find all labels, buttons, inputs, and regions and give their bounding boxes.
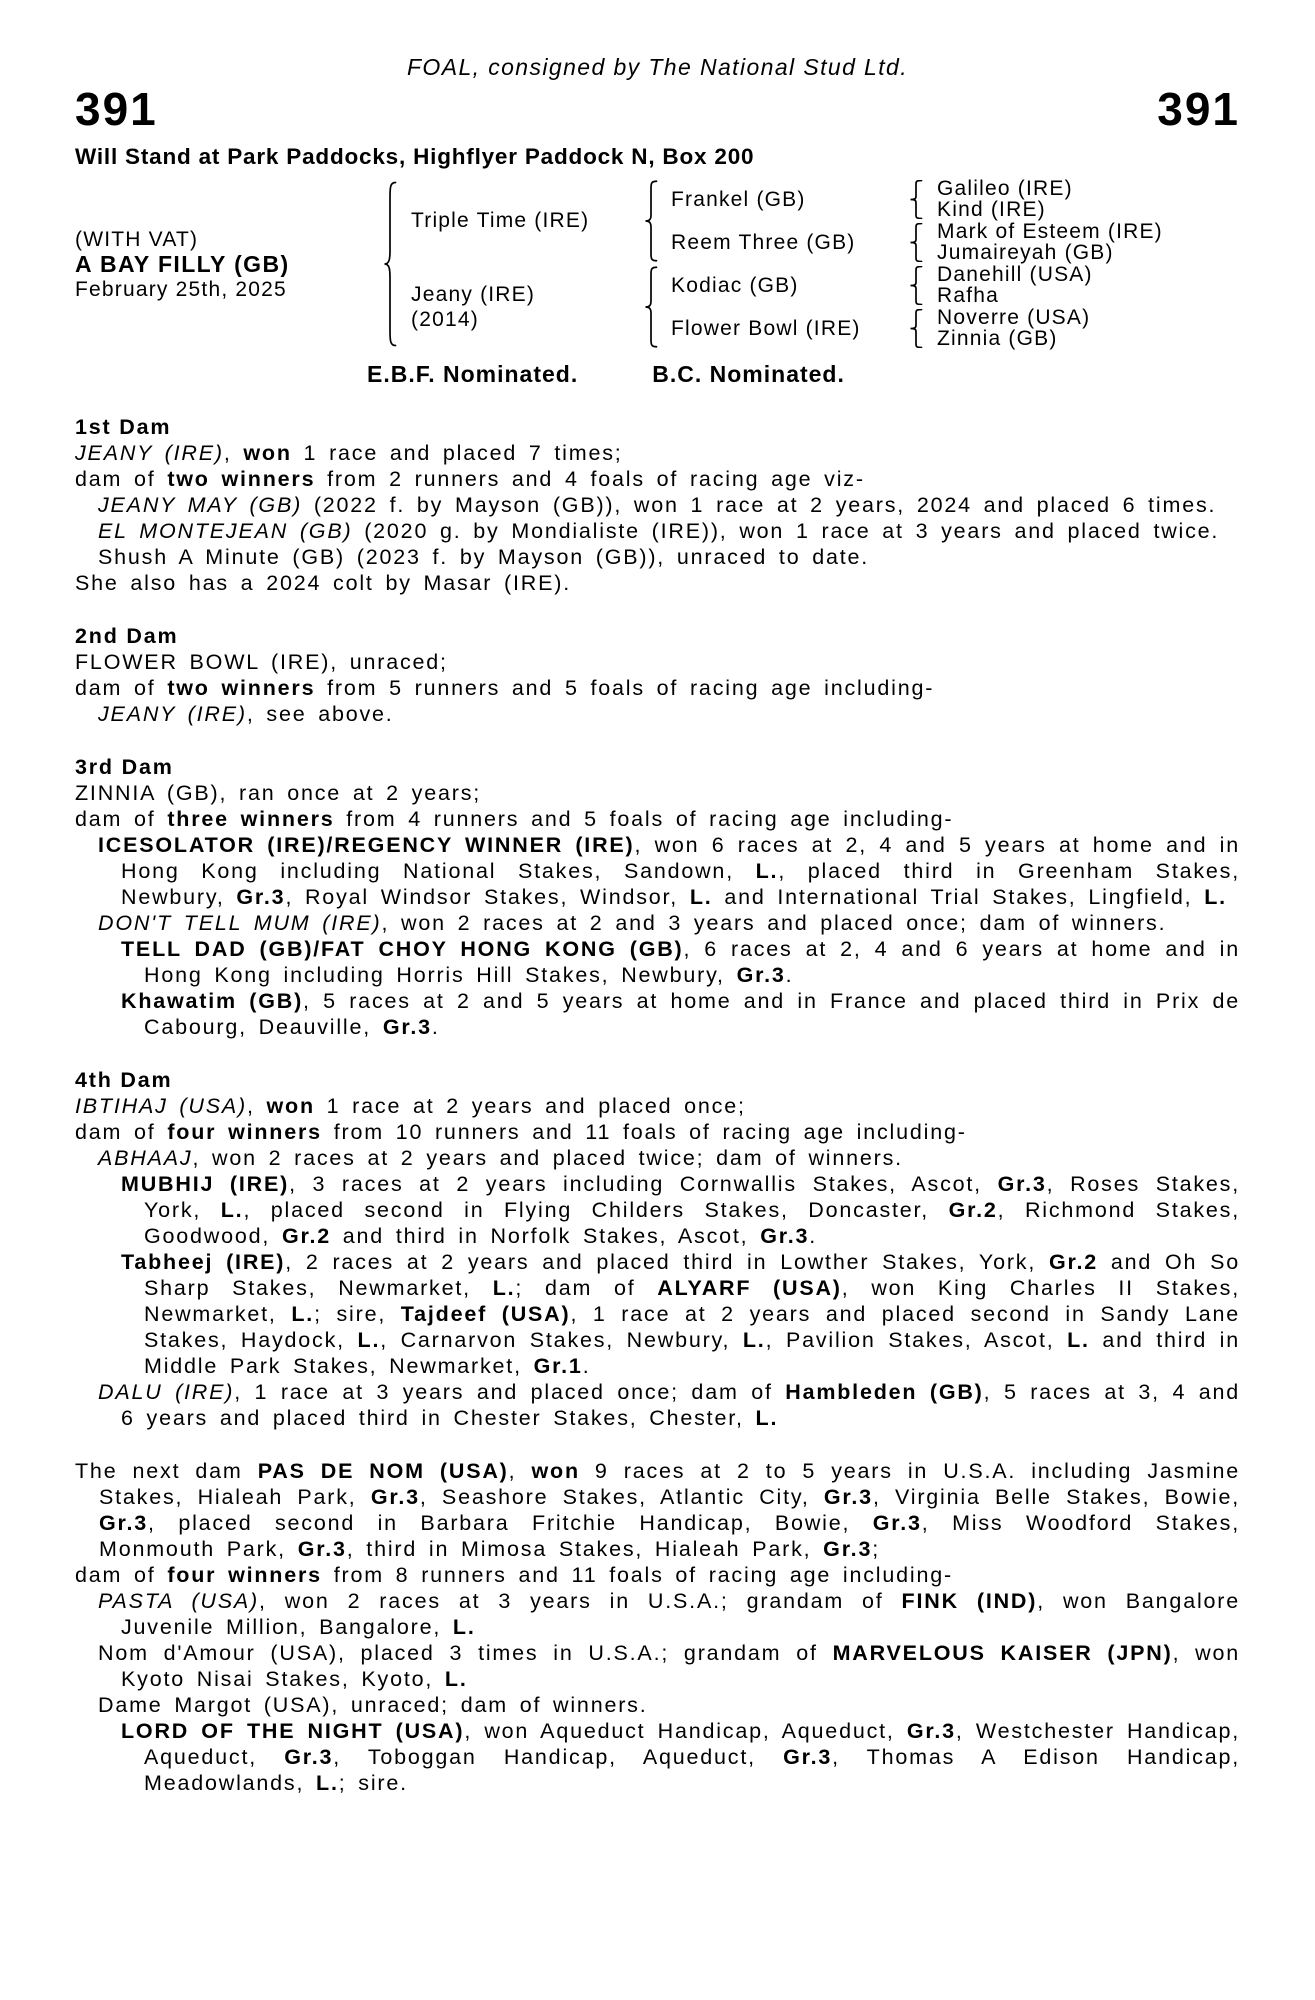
dam-section	[75, 1067, 1240, 1431]
catalogue-paragraph: dam of four winners from 10 runners and 11 foals of racing age including-	[75, 1120, 967, 1144]
ancestor-gen4-6: Rafha	[937, 284, 1000, 308]
brace-sire-parents	[638, 178, 663, 264]
pedigree-table	[75, 178, 1240, 350]
dam-name-block	[405, 264, 638, 350]
ancestor-gen4-2: Kind (IRE)	[937, 198, 1046, 222]
ancestor-dam-sire: Kodiac (GB)	[671, 273, 799, 297]
catalogue-paragraph: The next dam PAS DE NOM (USA), won 9 races at 2 to 5 years in U.S.A. including Jasmine Stakes, Hialeah Park, Gr.3, Seashore Stakes, Atlantic City, Gr.3, Virginia Belle Stakes, Bowie, Gr.3, placed second in Barbara Fritchie Handicap, Bowie, Gr.3, Miss Woodford Stakes, Monmouth Park, Gr.3, third in Mimosa Stakes, Hialeah Park, Gr.3;	[75, 1459, 1240, 1561]
catalogue-paragraph: EL MONTEJEAN (GB) (2020 g. by Mondialiste (IRE)), won 1 race at 3 years and placed twice.	[98, 519, 1220, 543]
dam-section	[75, 754, 1240, 1040]
catalogue-paragraph: ICESOLATOR (IRE)/REGENCY WINNER (IRE), won 6 races at 2, 4 and 5 years at home and in Hong Kong including National Stakes, Sandown, L., placed third in Greenham Stakes, Newbury, Gr.3, Royal Windsor Stakes, Windsor, L. and International Trial Stakes, Lingfield, L.	[98, 833, 1240, 909]
brace-gen4-1	[903, 178, 929, 221]
ebf-nomination: E.B.F. Nominated.	[367, 361, 579, 387]
dam-year: (2014)	[411, 308, 479, 331]
catalogue-paragraph: TELL DAD (GB)/FAT CHOY HONG KONG (GB), 6 races at 2, 4 and 6 years at home and in Hong Kong including Horris Hill Stakes, Newbury, Gr.3.	[121, 937, 1240, 987]
nominations-line	[367, 361, 1240, 387]
vat-note: (WITH VAT)	[75, 227, 199, 251]
catalogue-paragraph: dam of two winners from 2 runners and 4 foals of racing age viz-	[75, 467, 865, 491]
catalogue-paragraph: She also has a 2024 colt by Masar (IRE).	[75, 571, 571, 595]
catalogue-paragraph: PASTA (USA), won 2 races at 3 years in U.S.A.; grandam of FINK (IND), won Bangalore Juvenile Million, Bangalore, L.	[98, 1589, 1240, 1639]
catalogue-paragraph: dam of four winners from 8 runners and 11 foals of racing age including-	[75, 1563, 953, 1587]
dam-section	[75, 1458, 1240, 1796]
ancestor-gen4-1: Galileo (IRE)	[937, 176, 1073, 200]
brace-gen4-3	[903, 264, 929, 307]
ancestor-gen4-8: Zinnia (GB)	[937, 327, 1058, 351]
catalogue-paragraph: dam of three winners from 4 runners and 5 foals of racing age including-	[75, 807, 954, 831]
catalogue-paragraph: Nom d'Amour (USA), placed 3 times in U.S.A.; grandam of MARVELOUS KAISER (JPN), won Kyoto Nisai Stakes, Kyoto, L.	[98, 1641, 1240, 1691]
ancestor-gen4-3: Mark of Esteem (IRE)	[937, 219, 1163, 243]
catalogue-paragraph: JEANY (IRE), see above.	[98, 702, 394, 726]
section-heading: 3rd Dam	[75, 755, 174, 779]
catalogue-paragraph: IBTIHAJ (USA), won 1 race at 2 years and placed once;	[75, 1094, 746, 1118]
ancestor-dam-dam: Flower Bowl (IRE)	[671, 316, 861, 340]
catalogue-paragraph: MUBHIJ (IRE), 3 races at 2 years including Cornwallis Stakes, Ascot, Gr.3, Roses Stakes, York, L., placed second in Flying Childers Stakes, Doncaster, Gr.2, Richmond Stakes, Goodwood, Gr.2 and third in Norfolk Stakes, Ascot, Gr.3.	[121, 1172, 1241, 1248]
dam-sections	[75, 414, 1240, 1796]
catalogue-paragraph: LORD OF THE NIGHT (USA), won Aqueduct Handicap, Aqueduct, Gr.3, Westchester Handicap, Aqueduct, Gr.3, Toboggan Handicap, Aqueduct, Gr.3, Thomas A Edison Handicap, Meadowlands, L.; sire.	[121, 1719, 1240, 1795]
catalogue-paragraph: Dame Margot (USA), unraced; dam of winners.	[98, 1693, 648, 1717]
ancestor-gen4-7: Noverre (USA)	[937, 305, 1091, 329]
ancestor-gen4-4: Jumaireyah (GB)	[937, 241, 1114, 265]
brace-dam-parents	[638, 264, 663, 350]
consignor-line: FOAL, consigned by The National Stud Ltd.	[406, 54, 909, 80]
lot-number-left: 391	[75, 83, 158, 135]
catalogue-paragraph: Tabheej (IRE), 2 races at 2 years and placed third in Lowther Stakes, York, Gr.2 and Oh So Sharp Stakes, Newmarket, L.; dam of ALYARF (USA), won King Charles II Stakes, Newmarket, L.; sire, Tajdeef (USA), 1 race at 2 years and placed second in Sandy Lane Stakes, Haydock, L., Carnarvon Stakes, Newbury, L., Pavilion Stakes, Ascot, L. and third in Middle Park Stakes, Newmarket, Gr.1.	[121, 1250, 1241, 1378]
brace-gen2	[375, 178, 405, 350]
catalogue-paragraph: JEANY MAY (GB) (2022 f. by Mayson (GB)), won 1 race at 2 years, 2024 and placed 6 times.	[98, 493, 1217, 517]
catalogue-paragraph: ZINNIA (GB), ran once at 2 years;	[75, 781, 482, 805]
section-heading: 2nd Dam	[75, 624, 179, 648]
catalogue-paragraph: JEANY (IRE), won 1 race and placed 7 times;	[75, 441, 623, 465]
horse-name: A BAY FILLY (GB)	[75, 250, 290, 277]
brace-gen4-2	[903, 221, 929, 264]
catalogue-paragraph: Shush A Minute (GB) (2023 f. by Mayson (GB)), unraced to date.	[98, 545, 870, 569]
dam-section	[75, 623, 1240, 727]
foal-date: February 25th, 2025	[75, 277, 287, 301]
catalogue-paragraph: Khawatim (GB), 5 races at 2 and 5 years at home and in France and placed third in Prix de Cabourg, Deauville, Gr.3.	[121, 989, 1240, 1039]
section-heading: 1st Dam	[75, 415, 172, 439]
dam-section	[75, 414, 1240, 596]
catalogue-paragraph: DON'T TELL MUM (IRE), won 2 races at 2 and 3 years and placed once; dam of winners.	[98, 911, 1167, 935]
lot-number-right: 391	[1157, 83, 1240, 135]
stand-location-line: Will Stand at Park Paddocks, Highflyer Paddock N, Box 200	[75, 144, 755, 169]
ancestor-gen4-5: Danehill (USA)	[937, 262, 1093, 286]
ancestor-sire-dam: Reem Three (GB)	[671, 230, 856, 254]
brace-gen4-4	[903, 307, 929, 350]
foal-info-block	[75, 178, 375, 350]
bc-nomination: B.C. Nominated.	[652, 361, 845, 387]
section-heading: 4th Dam	[75, 1068, 173, 1092]
catalogue-paragraph: FLOWER BOWL (IRE), unraced;	[75, 650, 448, 674]
ancestor-sire-sire: Frankel (GB)	[671, 187, 806, 211]
catalogue-paragraph: dam of two winners from 5 runners and 5 foals of racing age including-	[75, 676, 935, 700]
lot-number-row	[75, 83, 1240, 135]
sire-name: Triple Time (IRE)	[411, 209, 590, 232]
dam-name: Jeany (IRE)	[411, 283, 536, 306]
catalogue-paragraph: DALU (IRE), 1 race at 3 years and placed once; dam of Hambleden (GB), 5 races at 3, 4 and 6 years and placed third in Chester Stakes, Chester, L.	[98, 1380, 1241, 1430]
catalogue-paragraph: ABHAAJ, won 2 races at 2 years and placed twice; dam of winners.	[98, 1146, 903, 1170]
